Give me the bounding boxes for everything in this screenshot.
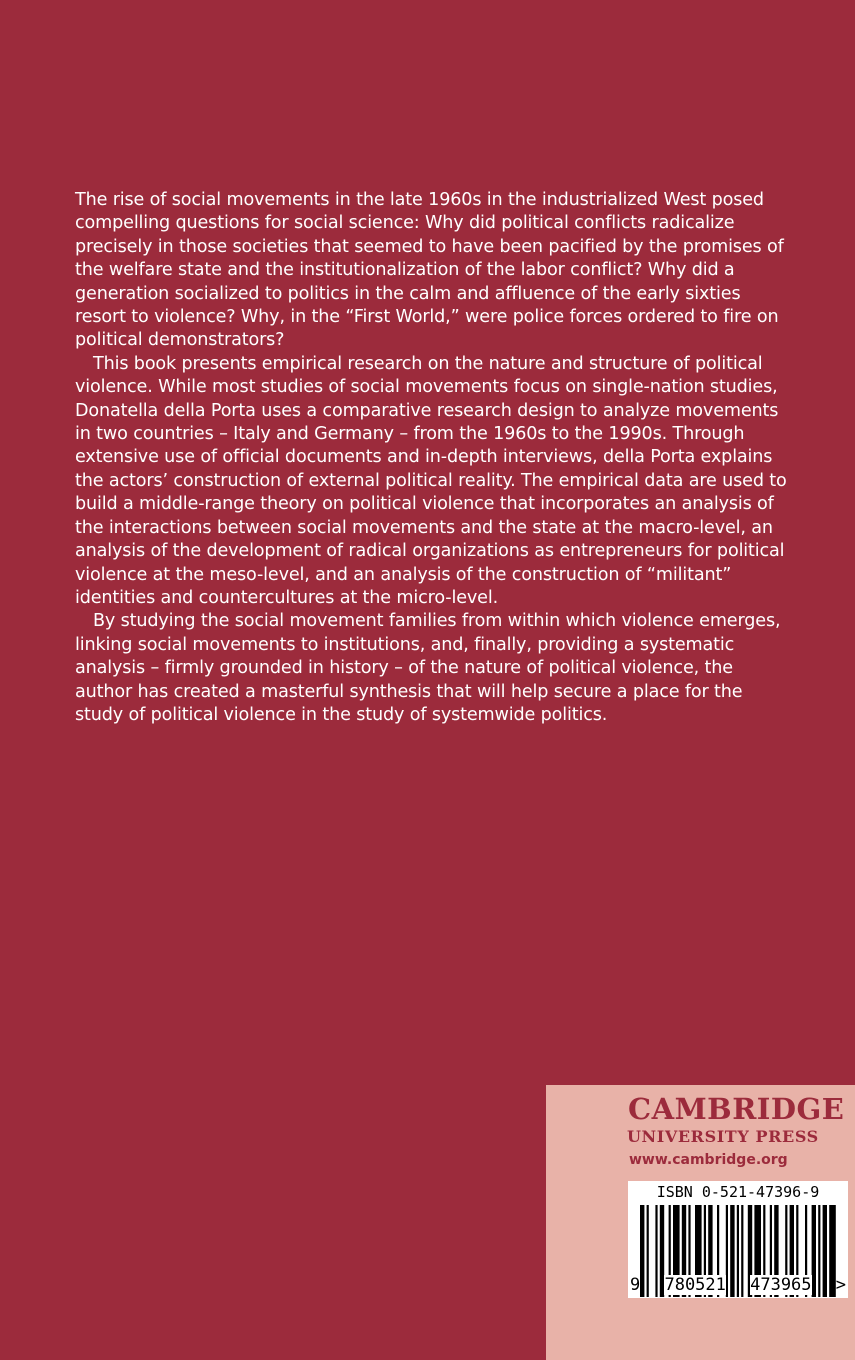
isbn-label: ISBN 0-521-47396-9 <box>656 1183 820 1201</box>
barcode <box>628 1181 848 1298</box>
barcode-digit-left-group: 780521 <box>664 1275 726 1295</box>
barcode-digits <box>628 1275 848 1295</box>
blurb-paragraph-2: This book presents empirical research on the nature and structure of political violence. While most studies of social movements focus on single-nation studies, Donatella della Porta uses a comparative research design to analyze movements in two countries – Italy and Germany – from the 1960s to the 1990s. Through extensive use of official documents and in-depth interviews, della Porta explains the actors’ construction of external political reality. The empirical data are used to build a middle-range theory on political violence that incorporates an analysis of the interactions between social movements and the state at the macro-level, an analysis of the development of radical organizations as entrepreneurs for political violence at the meso-level, and an analysis of the construction of “militant” identities and countercultures at the micro-level. <box>75 353 787 608</box>
publisher-logo-name: CAMBRIDGE <box>628 1092 845 1126</box>
publisher-panel <box>546 1085 855 1360</box>
blurb-paragraph-3: By studying the social movement families from within which violence emerges, linking social movements to institutions, and, finally, providing a systematic analysis – firmly grounded in history – of the nature of political violence, the author has created a masterful synthesis that will help secure a place for the study of political violence in the study of systemwide politics. <box>75 611 781 725</box>
barcode-digit-lead: 9 <box>630 1275 641 1295</box>
blurb-text <box>75 189 795 727</box>
barcode-digit-end-marker: > <box>835 1275 846 1295</box>
publisher-logo-subtitle: UNIVERSITY PRESS <box>627 1127 819 1146</box>
barcode-digit-right-group: 473965 <box>750 1275 812 1295</box>
publisher-url: www.cambridge.org <box>629 1152 788 1168</box>
blurb-paragraph-1: The rise of social movements in the late 1960s in the industrialized West posed compelling questions for social science: Why did political conflicts radicalize precisely in those societies that seemed to have been pacified by the promises of the welfare state and the institutionalization of the labor conflict? Why did a generation socialized to politics in the calm and affluence of the early sixties resort to violence? Why, in the “First World,” were police forces ordered to fire on political demonstrators? <box>75 190 784 351</box>
